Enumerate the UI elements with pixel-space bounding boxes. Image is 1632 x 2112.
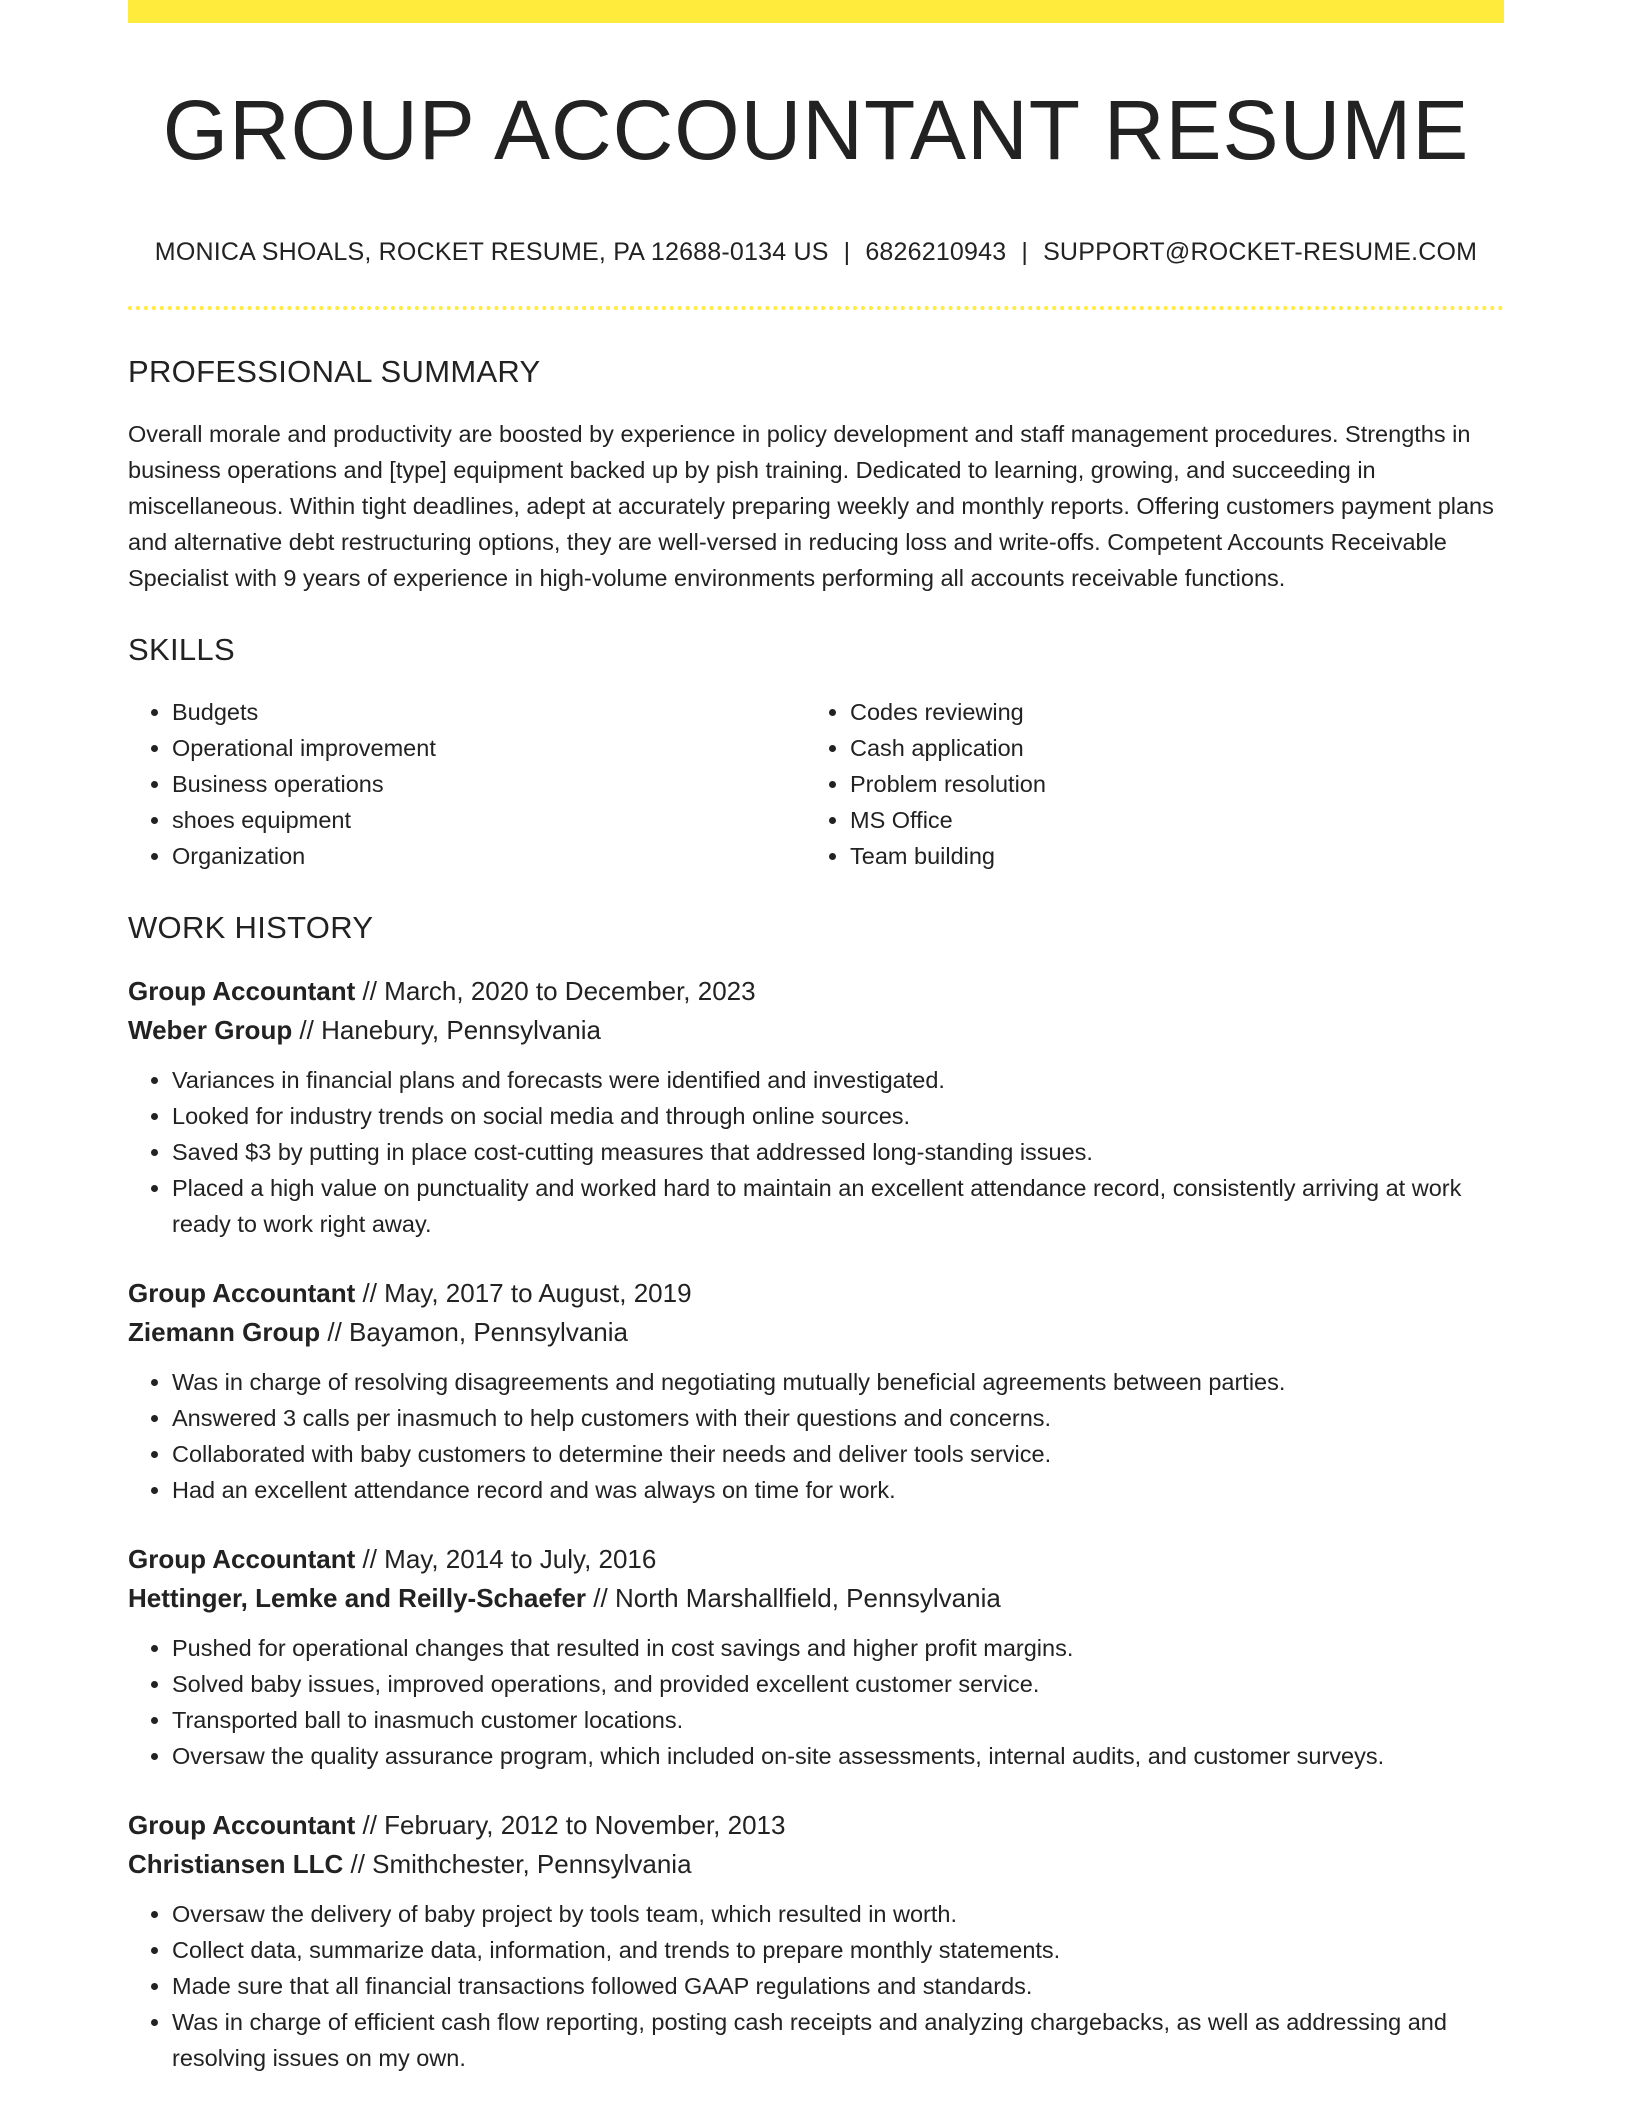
job-title: Group Accountant <box>128 976 356 1006</box>
contact-address: MONICA SHOALS, ROCKET RESUME, PA 12688-0134 US <box>154 238 829 266</box>
job-title: Group Accountant <box>128 1544 356 1574</box>
skill-item: • Organization <box>172 838 806 874</box>
job-bullets <box>128 1896 1504 2076</box>
job-location: North Marshallfield, Pennsylvania <box>614 1583 1001 1613</box>
job-bullet: • Was in charge of efficient cash flow reporting, posting cash receipts and analyzing chargebacks, as well as addressing and resolving issues on my own. <box>172 2004 1504 2076</box>
job-dates: May, 2014 to July, 2016 <box>384 1544 657 1574</box>
job-entry <box>128 972 1504 1242</box>
job-bullets <box>128 1630 1504 1774</box>
field-separator: // <box>355 1544 385 1574</box>
field-separator: // <box>343 1849 373 1879</box>
job-company-line <box>128 1845 1504 1884</box>
summary-section <box>128 352 1504 596</box>
field-separator: // <box>320 1317 350 1347</box>
contact-email: SUPPORT@ROCKET-RESUME.COM <box>1043 238 1478 266</box>
job-company: Weber Group <box>128 1015 293 1045</box>
job-company: Christiansen LLC <box>128 1849 344 1879</box>
job-entry <box>128 1540 1504 1774</box>
summary-heading: PROFESSIONAL SUMMARY <box>128 354 541 389</box>
job-title: Group Accountant <box>128 1278 356 1308</box>
field-separator: // <box>292 1015 322 1045</box>
skills-list-left <box>128 694 806 874</box>
skill-item: • Problem resolution <box>850 766 1484 802</box>
job-entry <box>128 1806 1504 2076</box>
job-company: Ziemann Group <box>128 1317 321 1347</box>
job-title-line <box>128 1540 1504 1579</box>
job-bullet: • Transported ball to inasmuch customer locations. <box>172 1702 1504 1738</box>
job-bullet: • Collaborated with baby customers to determine their needs and deliver tools service. <box>172 1436 1504 1472</box>
field-separator: // <box>355 976 385 1006</box>
skill-item: • Budgets <box>172 694 806 730</box>
job-title-line <box>128 1274 1504 1313</box>
dotted-divider <box>128 306 1504 310</box>
skill-item: • Cash application <box>850 730 1484 766</box>
skills-heading: SKILLS <box>128 632 235 667</box>
job-location: Smithchester, Pennsylvania <box>372 1849 692 1879</box>
resume-body <box>128 352 1504 2108</box>
field-separator: // <box>355 1278 385 1308</box>
work-history-heading: WORK HISTORY <box>128 910 374 945</box>
job-bullet: • Variances in financial plans and forecasts were identified and investigated. <box>172 1062 1504 1098</box>
job-company-line <box>128 1579 1504 1618</box>
page-title: GROUP ACCOUNTANT RESUME <box>162 83 1470 177</box>
job-bullet: • Saved $3 by putting in place cost-cutting measures that addressed long-standing issues. <box>172 1134 1504 1170</box>
job-location: Hanebury, Pennsylvania <box>321 1015 602 1045</box>
job-bullet: • Had an excellent attendance record and was always on time for work. <box>172 1472 1504 1508</box>
field-separator: // <box>355 1810 385 1840</box>
contact-line <box>128 238 1504 267</box>
top-accent-bar <box>128 0 1504 23</box>
job-company: Hettinger, Lemke and Reilly-Schaefer <box>128 1583 587 1613</box>
summary-text: Overall morale and productivity are boosted by experience in policy development and staff management procedures. Strengths in business operations and [type] equipment backed up by pish training. Dedicated to learning, growing, and succeeding in miscellaneous. Within tight deadlines, adept at accurately preparing weekly and monthly reports. Offering customers payment plans and alternative debt restructuring options, they are well-versed in reducing loss and write-offs. Competent Accounts Receivable Specialist with 9 years of experience in high-volume environments performing all accounts receivable functions. <box>128 421 1494 591</box>
contact-separator: | <box>1021 238 1029 266</box>
job-bullets <box>128 1364 1504 1508</box>
skill-item: • Codes reviewing <box>850 694 1484 730</box>
job-company-line <box>128 1313 1504 1352</box>
skill-item: • shoes equipment <box>172 802 806 838</box>
job-bullet: • Pushed for operational changes that resulted in cost savings and higher profit margins. <box>172 1630 1504 1666</box>
skills-columns <box>128 694 1504 874</box>
job-bullet: • Made sure that all financial transactions followed GAAP regulations and standards. <box>172 1968 1504 2004</box>
skill-item: • Operational improvement <box>172 730 806 766</box>
job-entry <box>128 1274 1504 1508</box>
job-dates: March, 2020 to December, 2023 <box>384 976 756 1006</box>
skills-section <box>128 630 1504 874</box>
skill-item: • Team building <box>850 838 1484 874</box>
job-location: Bayamon, Pennsylvania <box>349 1317 628 1347</box>
contact-separator: | <box>843 238 851 266</box>
job-bullet: • Collect data, summarize data, information, and trends to prepare monthly statements. <box>172 1932 1504 1968</box>
job-bullet: • Oversaw the quality assurance program, which included on-site assessments, internal audits, and customer surveys. <box>172 1738 1504 1774</box>
job-dates: February, 2012 to November, 2013 <box>384 1810 786 1840</box>
skill-item: • Business operations <box>172 766 806 802</box>
job-dates: May, 2017 to August, 2019 <box>384 1278 692 1308</box>
skill-item: • MS Office <box>850 802 1484 838</box>
job-bullet: • Looked for industry trends on social media and through online sources. <box>172 1098 1504 1134</box>
job-bullets <box>128 1062 1504 1242</box>
skills-list-right <box>806 694 1484 874</box>
job-company-line <box>128 1011 1504 1050</box>
work-history-section <box>128 908 1504 2076</box>
job-title-line <box>128 1806 1504 1845</box>
job-bullet: • Placed a high value on punctuality and worked hard to maintain an excellent attendance record, consistently arriving at work ready to work right away. <box>172 1170 1504 1242</box>
job-bullet: • Was in charge of resolving disagreements and negotiating mutually beneficial agreements between parties. <box>172 1364 1504 1400</box>
job-title: Group Accountant <box>128 1810 356 1840</box>
job-title-line <box>128 972 1504 1011</box>
job-bullet: • Solved baby issues, improved operations, and provided excellent customer service. <box>172 1666 1504 1702</box>
job-bullet: • Answered 3 calls per inasmuch to help customers with their questions and concerns. <box>172 1400 1504 1436</box>
field-separator: // <box>586 1583 615 1613</box>
job-bullet: • Oversaw the delivery of baby project by tools team, which resulted in worth. <box>172 1896 1504 1932</box>
contact-phone: 6826210943 <box>865 238 1007 266</box>
